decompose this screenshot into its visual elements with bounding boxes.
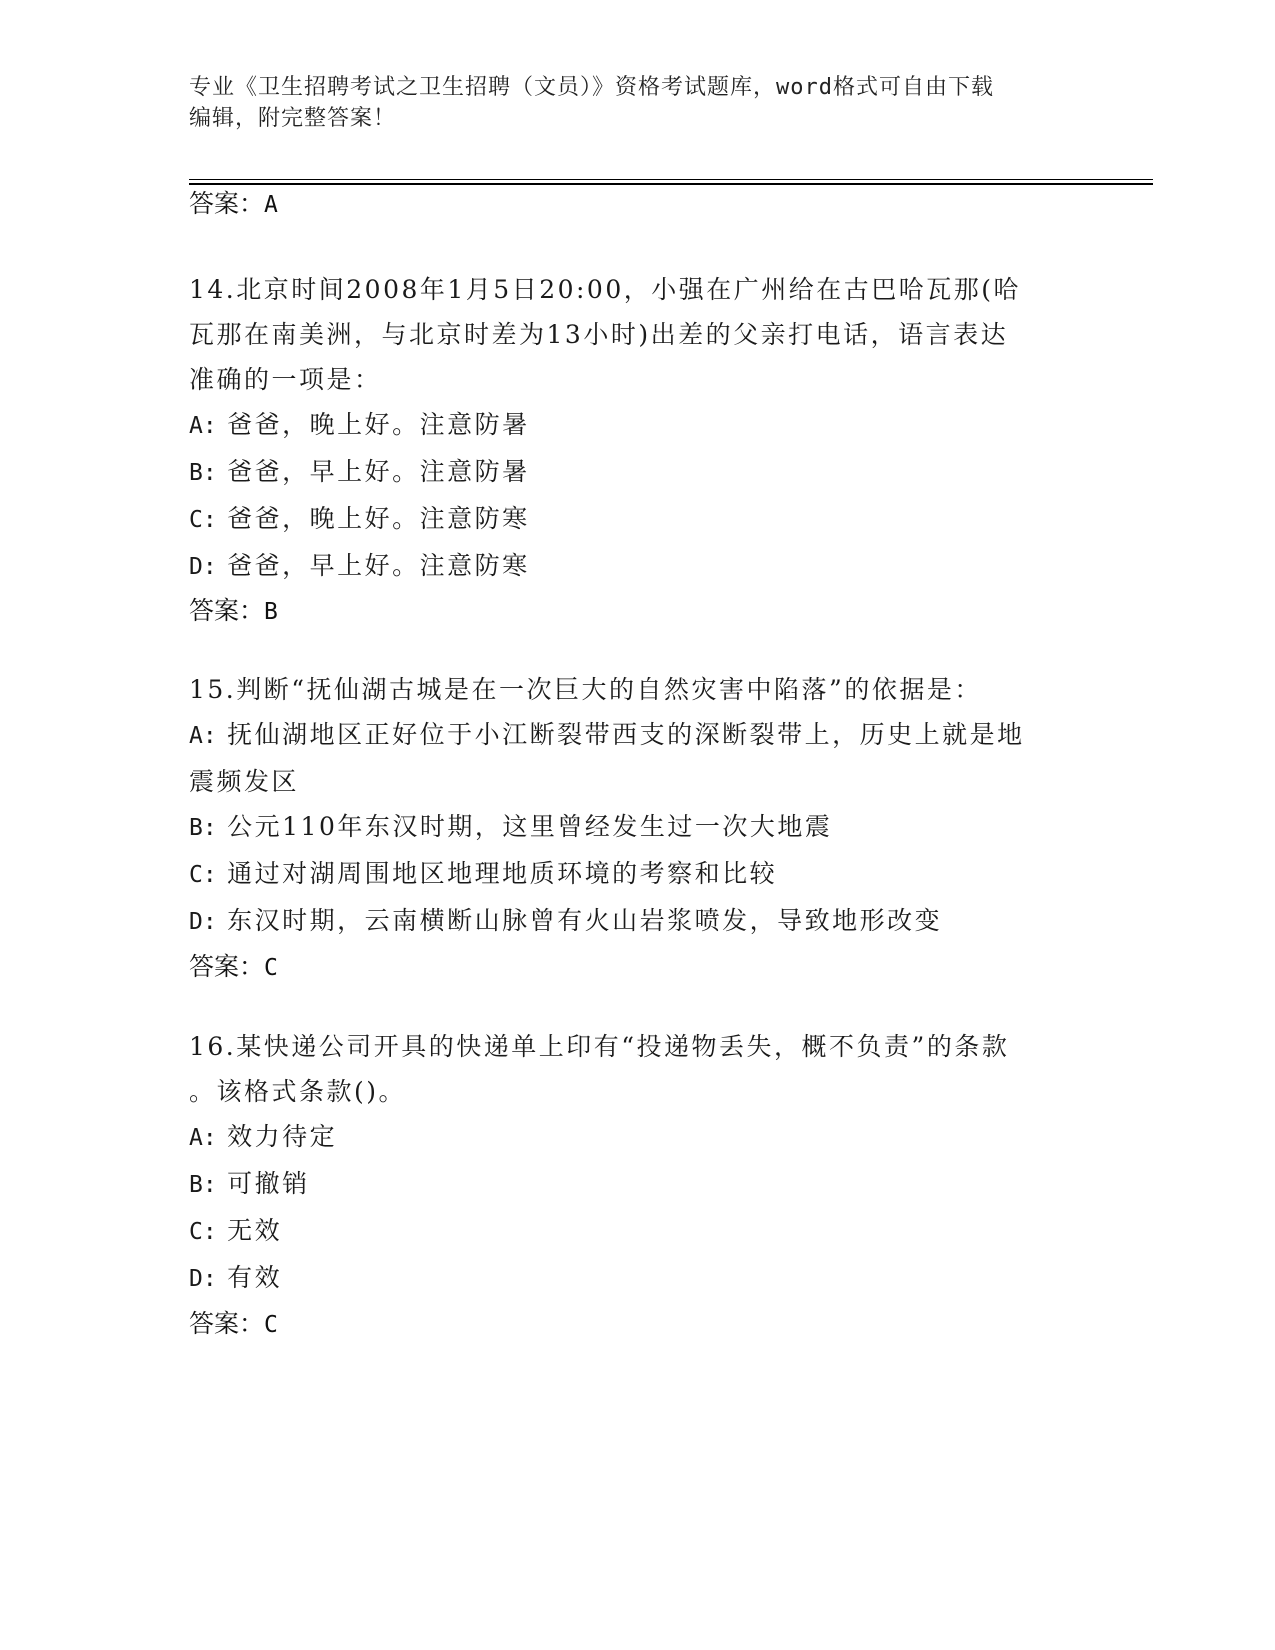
answer-label: 答案： [189,1309,265,1338]
option-letter: A: [189,413,217,439]
option-b [189,804,1089,851]
option-d [189,1255,1089,1302]
question-stem [189,667,1089,712]
header-line: 专业《卫生招聘考试之卫生招聘（文员）》资格考试题库，word格式可自由下载 [189,75,994,100]
option-text: 爸爸，晚上好。注意防寒 [227,504,530,533]
question-14 [189,267,1089,590]
option-text: 可撤销 [227,1169,310,1198]
option-text: 东汉时期，云南横断山脉曾有火山岩浆喷发，导致地形改变 [227,906,943,935]
answer-line [189,595,278,628]
header-rule-thin [189,179,1153,180]
option-d [189,898,1089,945]
option-b [189,1161,1089,1208]
answer-label: 答案： [189,596,265,625]
header-rule-thick [189,183,1153,185]
option-text: 效力待定 [227,1122,338,1151]
option-letter: B: [189,460,217,486]
document-header [189,72,1089,134]
answer-value: B [264,599,278,625]
option-text: 爸爸，早上好。注意防暑 [227,457,530,486]
answer-line [189,1308,278,1341]
option-text: 通过对湖周围地区地理地质环境的考察和比较 [227,859,778,888]
option-a-continuation: 震频发区 [189,767,300,796]
option-letter: C: [189,1219,217,1245]
question-15 [189,667,1089,945]
option-letter: D: [189,554,217,580]
stem-line: 。该格式条款()。 [189,1077,407,1106]
header-line: 编辑，附完整答案！ [189,106,397,131]
answer-value: C [264,1312,278,1338]
question-16 [189,1024,1089,1302]
question-stem [189,1024,1089,1114]
option-letter: B: [189,1172,217,1198]
option-text: 爸爸，早上好。注意防寒 [227,551,530,580]
stem-line: 14.北京时间2008年1月5日20:00，小强在广州给在古巴哈瓦那(哈 [189,275,1021,304]
stem-line: 16.某快递公司开具的快递单上印有“投递物丢失，概不负责”的条款 [189,1032,1010,1061]
option-letter: C: [189,862,217,888]
option-letter: A: [189,1125,217,1151]
answer-line [189,951,278,984]
option-a [189,712,1089,759]
option-letter: D: [189,909,217,935]
answer-value: C [264,955,278,981]
option-text: 爸爸，晚上好。注意防暑 [227,410,530,439]
question-stem [189,267,1089,402]
option-c [189,1208,1089,1255]
option-d [189,543,1089,590]
answer-label: 答案： [189,189,265,218]
option-text: 抚仙湖地区正好位于小江断裂带西支的深断裂带上，历史上就是地 [227,720,1025,749]
stem-line: 准确的一项是： [189,365,382,394]
stem-line: 瓦那在南美洲，与北京时差为13小时)出差的父亲打电话，语言表达 [189,320,1009,349]
option-c [189,851,1089,898]
option-c [189,496,1089,543]
answer-value: A [264,192,278,218]
option-letter: D: [189,1266,217,1292]
option-text: 有效 [227,1263,283,1292]
option-text: 无效 [227,1216,283,1245]
option-text: 公元110年东汉时期，这里曾经发生过一次大地震 [227,812,833,841]
option-letter: C: [189,507,217,533]
answer-label: 答案： [189,952,265,981]
answer-line [189,188,278,221]
option-a [189,1114,1089,1161]
option-b [189,449,1089,496]
stem-line: 15.判断“抚仙湖古城是在一次巨大的自然灾害中陷落”的依据是： [189,675,982,704]
option-a [189,402,1089,449]
option-letter: B: [189,815,217,841]
option-letter: A: [189,723,217,749]
